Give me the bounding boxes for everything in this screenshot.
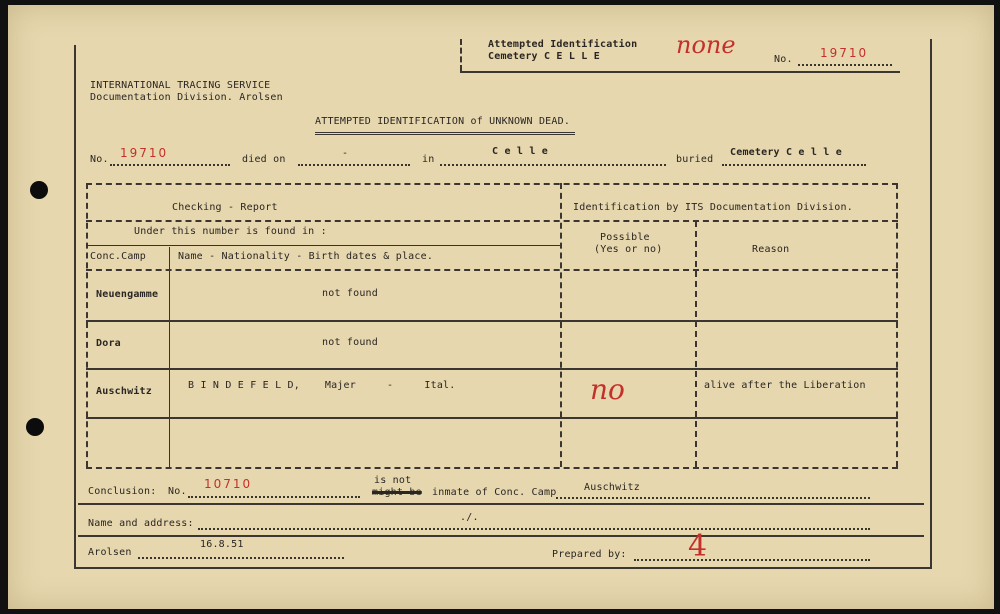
footer-date: 16.8.51 [200, 539, 244, 550]
prepared-dots [634, 559, 870, 561]
under-number-text: Under this number is found in : [134, 226, 327, 237]
conclusion-no-label: No. [168, 486, 187, 497]
row1-name: not found [322, 288, 378, 299]
identification-header: Identification by ITS Documentation Division. [573, 202, 853, 213]
header-box-annotation: none [676, 31, 736, 59]
name-address-rule [78, 535, 924, 537]
row3-possible: no [590, 373, 625, 406]
org-line1: INTERNATIONAL TRACING SERVICE [90, 80, 271, 91]
checking-header: Checking - Report [172, 202, 278, 213]
row2-name: not found [322, 337, 378, 348]
header-box-no-dots [798, 64, 892, 66]
header-box-line2: Cemetery C E L L E [488, 51, 600, 62]
prepared-mark: 4 [688, 529, 708, 564]
name-address-label: Name and address: [88, 518, 194, 529]
conclusion-inmate-text: inmate of Conc. Camp [432, 487, 557, 498]
header-box-bottom-border [460, 71, 900, 73]
card-bottom-rule [74, 567, 932, 569]
table-divider-main [560, 183, 562, 467]
card-right-rule [930, 39, 932, 567]
table-right-border [896, 183, 898, 467]
conclusion-camp-dots [556, 497, 870, 499]
record-no-dots [110, 164, 230, 166]
record-in-dots [440, 164, 666, 166]
row3-name: B I N D E F E L D, Majer - Ital. [188, 380, 456, 391]
row3-camp: Auschwitz [96, 386, 152, 397]
row3-reason: alive after the Liberation [704, 380, 866, 391]
punch-hole-top [30, 181, 48, 199]
col-name-header: Name - Nationality - Birth dates & place. [178, 251, 434, 262]
conclusion-camp: Auschwitz [584, 482, 640, 493]
prepared-label: Prepared by: [552, 549, 627, 560]
tracing-card [8, 5, 994, 609]
table-row2-rule [86, 368, 898, 370]
header-box-no-value: 19710 [820, 46, 869, 60]
table-row3-rule [86, 417, 898, 419]
table-left-border [86, 183, 88, 467]
row2-camp: Dora [96, 338, 121, 349]
title-underline [315, 132, 575, 135]
punch-hole-bottom [26, 418, 44, 436]
table-top-border [86, 183, 898, 185]
table-colhead-rule [86, 269, 898, 271]
row1-camp: Neuengamme [96, 289, 159, 300]
record-died-value: - [342, 148, 349, 159]
name-address-value: ./. [460, 512, 479, 523]
record-died-dots [298, 164, 410, 166]
header-box-left-border [460, 39, 462, 71]
col-possible-header-1: Possible [600, 232, 650, 243]
footer-place: Arolsen [88, 547, 132, 558]
form-title: ATTEMPTED IDENTIFICATION of UNKNOWN DEAD. [315, 116, 571, 127]
table-row1-rule [86, 320, 898, 322]
org-line2: Documentation Division. Arolsen [90, 92, 283, 103]
conclusion-no-value: 10710 [204, 477, 253, 491]
header-box-no-label: No. [774, 54, 793, 65]
table-subheader-rule [86, 245, 560, 246]
name-address-dots [198, 528, 870, 530]
record-buried-label: buried [676, 154, 714, 165]
record-buried-dots [722, 164, 866, 166]
footer-date-dots [138, 557, 344, 559]
col-reason-header: Reason [752, 244, 790, 255]
record-no-label: No. [90, 154, 109, 165]
col-camp-header: Conc.Camp [90, 251, 146, 262]
record-in-label: in [422, 154, 435, 165]
table-divider-camp [169, 247, 170, 467]
conclusion-label: Conclusion: [88, 486, 157, 497]
header-box-line1: Attempted Identification [488, 39, 638, 50]
table-header-rule [86, 220, 898, 222]
record-buried-value: Cemetery C e l l e [730, 147, 842, 158]
conclusion-no-dots [188, 496, 360, 498]
table-bottom-border [86, 467, 898, 469]
table-divider-possible [695, 221, 697, 467]
card-left-rule [74, 45, 76, 567]
conclusion-is-not: is not [374, 475, 412, 486]
conclusion-rule [78, 503, 924, 505]
record-no-value: 19710 [120, 146, 169, 160]
conclusion-struck: might be [372, 487, 422, 498]
record-died-label: died on [242, 154, 286, 165]
col-possible-header-2: (Yes or no) [594, 244, 663, 255]
record-in-value: C e l l e [492, 146, 548, 157]
